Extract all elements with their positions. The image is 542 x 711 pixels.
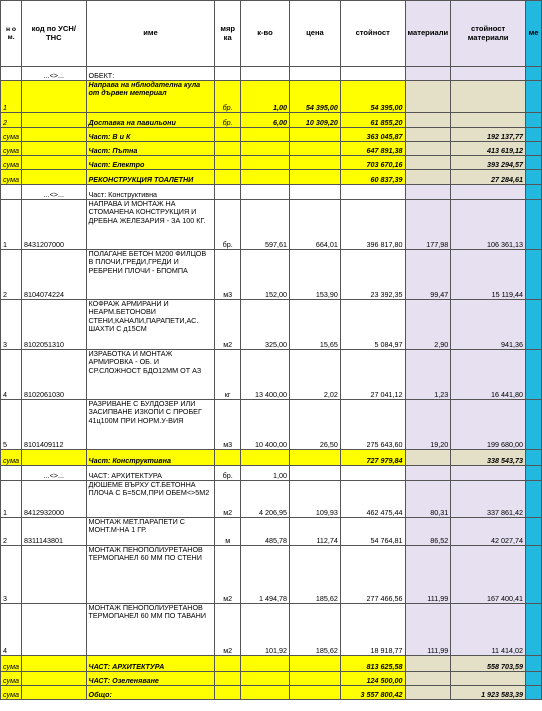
name-cell: Част: В и К xyxy=(86,128,215,142)
table-row xyxy=(1,185,542,200)
row-number: 2 xyxy=(1,250,22,300)
row-number: 1 xyxy=(1,81,22,113)
quantity-cell xyxy=(240,656,289,672)
next-column-cell xyxy=(526,81,542,113)
value-cell: 23 392,35 xyxy=(340,250,405,300)
name-cell: РАЗРИВАНЕ С БУЛДОЗЕР ИЛИ ЗАСИПВАНЕ ИЗКОПИ С ПРОБЕГ 41ц100М ПРИ НОРМ.У-ВИЯ xyxy=(86,400,215,450)
row-number: 5 xyxy=(1,400,22,450)
quantity-cell xyxy=(240,170,289,185)
name-cell: Част: Конструктивна xyxy=(86,185,215,200)
price-cell xyxy=(289,67,340,81)
header-mat-value: стойност материали xyxy=(451,1,526,67)
materials-cell: 19,20 xyxy=(405,400,451,450)
price-cell: 112,74 xyxy=(289,518,340,546)
code-cell xyxy=(22,686,86,700)
price-cell: 54 395,00 xyxy=(289,81,340,113)
materials-value-cell: 15 119,44 xyxy=(451,250,526,300)
header-materials: материали xyxy=(405,1,451,67)
name-cell: Направа на нблюдателна кула от дървен метериал xyxy=(86,81,215,113)
value-cell: 703 670,16 xyxy=(340,156,405,170)
name-cell: РЕКОНСТРУКЦИЯ ТОАЛЕТНИ xyxy=(86,170,215,185)
code-cell xyxy=(22,142,86,156)
quantity-cell: 1 494,78 xyxy=(240,546,289,604)
price-cell: 26,50 xyxy=(289,400,340,450)
materials-cell: 1,23 xyxy=(405,350,451,400)
header-price: цена xyxy=(289,1,340,67)
next-column-cell xyxy=(526,672,542,686)
code-cell: 8104074224 xyxy=(22,250,86,300)
quantity-cell xyxy=(240,686,289,700)
value-cell: 27 041,12 xyxy=(340,350,405,400)
unit-cell: бр. xyxy=(215,200,241,250)
materials-value-cell: 11 414,02 xyxy=(451,604,526,656)
code-cell xyxy=(22,128,86,142)
value-cell xyxy=(340,67,405,81)
row-number: 3 xyxy=(1,300,22,350)
next-column-cell xyxy=(526,250,542,300)
name-cell: ОБЕКТ: xyxy=(86,67,215,81)
name-cell: Част: Електро xyxy=(86,156,215,170)
table-row xyxy=(1,67,542,81)
materials-cell xyxy=(405,142,451,156)
code-cell: ...<>... xyxy=(22,67,86,81)
value-cell: 727 979,84 xyxy=(340,450,405,466)
quantity-cell: 1,00 xyxy=(240,466,289,481)
materials-cell xyxy=(405,128,451,142)
row-number: сума xyxy=(1,170,22,185)
price-cell xyxy=(289,672,340,686)
table-row xyxy=(1,350,542,400)
unit-cell: м2 xyxy=(215,604,241,656)
value-cell: 54 764,81 xyxy=(340,518,405,546)
code-cell: ...<>... xyxy=(22,185,86,200)
materials-cell: 111,99 xyxy=(405,546,451,604)
materials-value-cell: 167 400,41 xyxy=(451,546,526,604)
name-cell: ИЗРАБОТКА И МОНТАЖ АРМИРОВКА - ОБ. И СР.СЛОЖНОСТ БДО12ММ ОТ АЗ xyxy=(86,350,215,400)
header-next: ме xyxy=(526,1,542,67)
name-cell: ЧАСТ: Озеленяване xyxy=(86,672,215,686)
price-cell xyxy=(289,185,340,200)
table-row xyxy=(1,113,542,128)
materials-value-cell xyxy=(451,672,526,686)
table-row xyxy=(1,250,542,300)
quantity-cell: 101,92 xyxy=(240,604,289,656)
code-cell: 8101409112 xyxy=(22,400,86,450)
materials-cell xyxy=(405,466,451,481)
header-row xyxy=(1,1,542,67)
quantity-cell: 325,00 xyxy=(240,300,289,350)
price-cell xyxy=(289,156,340,170)
quantity-cell xyxy=(240,672,289,686)
quantity-cell xyxy=(240,156,289,170)
materials-cell xyxy=(405,113,451,128)
unit-cell: м3 xyxy=(215,250,241,300)
row-number: сума xyxy=(1,128,22,142)
next-column-cell xyxy=(526,656,542,672)
unit-cell: м2 xyxy=(215,481,241,518)
materials-value-cell: 106 361,13 xyxy=(451,200,526,250)
code-cell xyxy=(22,156,86,170)
value-cell: 124 500,00 xyxy=(340,672,405,686)
header-value: стойност xyxy=(340,1,405,67)
next-column-cell xyxy=(526,450,542,466)
next-column-cell xyxy=(526,518,542,546)
code-cell: 8311143801 xyxy=(22,518,86,546)
name-cell: МОНТАЖ МЕТ.ПАРАПЕТИ С МОНТ.М-НА 1 ГР. xyxy=(86,518,215,546)
materials-cell: 111,99 xyxy=(405,604,451,656)
table-row xyxy=(1,81,542,113)
name-cell: Общо: xyxy=(86,686,215,700)
value-cell: 277 466,56 xyxy=(340,546,405,604)
next-column-cell xyxy=(526,686,542,700)
materials-value-cell xyxy=(451,466,526,481)
materials-value-cell: 941,36 xyxy=(451,300,526,350)
row-number: сума xyxy=(1,142,22,156)
row-number: 2 xyxy=(1,113,22,128)
next-column-cell xyxy=(526,400,542,450)
quantity-cell xyxy=(240,450,289,466)
materials-cell xyxy=(405,170,451,185)
unit-cell xyxy=(215,450,241,466)
row-number: сума xyxy=(1,686,22,700)
subtotal-row xyxy=(1,170,542,185)
materials-value-cell: 192 137,77 xyxy=(451,128,526,142)
header-code: код по УСН/ТНС xyxy=(22,1,86,67)
subtotal-row xyxy=(1,686,542,700)
unit-cell: бр. xyxy=(215,81,241,113)
value-cell: 54 395,00 xyxy=(340,81,405,113)
subtotal-row xyxy=(1,142,542,156)
row-number xyxy=(1,466,22,481)
value-cell: 363 045,87 xyxy=(340,128,405,142)
price-cell xyxy=(289,686,340,700)
value-cell: 647 891,38 xyxy=(340,142,405,156)
unit-cell xyxy=(215,128,241,142)
name-cell: ЧАСТ: АРХИТЕКТУРА xyxy=(86,466,215,481)
name-cell: Част: Конструктивна xyxy=(86,450,215,466)
unit-cell xyxy=(215,185,241,200)
quantity-cell xyxy=(240,128,289,142)
row-number: 1 xyxy=(1,481,22,518)
unit-cell: кг xyxy=(215,350,241,400)
next-column-cell xyxy=(526,481,542,518)
materials-cell xyxy=(405,450,451,466)
row-number: 4 xyxy=(1,604,22,656)
next-column-cell xyxy=(526,113,542,128)
value-cell xyxy=(340,466,405,481)
price-cell: 185,62 xyxy=(289,604,340,656)
name-cell: Доставка на павильони xyxy=(86,113,215,128)
row-number: сума xyxy=(1,156,22,170)
code-cell xyxy=(22,672,86,686)
quantity-cell xyxy=(240,67,289,81)
next-column-cell xyxy=(526,128,542,142)
price-cell xyxy=(289,128,340,142)
price-cell: 15,65 xyxy=(289,300,340,350)
materials-value-cell: 558 703,59 xyxy=(451,656,526,672)
materials-value-cell xyxy=(451,67,526,81)
name-cell: НАПРАВА И МОНТАЖ НА СТОМАНЕНА КОНСТРУКЦИЯ И ДРЕБНА ЖЕЛЕЗАРИЯ - ЗА 100 КГ. xyxy=(86,200,215,250)
unit-cell xyxy=(215,170,241,185)
header-qty: к-во xyxy=(240,1,289,67)
materials-cell xyxy=(405,686,451,700)
quantity-cell: 6,00 xyxy=(240,113,289,128)
name-cell: ДЮШЕМЕ ВЪРХУ СТ.БЕТОННА ПЛОЧА С Б=5СМ,ПРИ ОБЕМ<>5М2 xyxy=(86,481,215,518)
table-row xyxy=(1,300,542,350)
materials-cell: 99,47 xyxy=(405,250,451,300)
next-column-cell xyxy=(526,466,542,481)
next-column-cell xyxy=(526,142,542,156)
subtotal-row xyxy=(1,656,542,672)
materials-value-cell: 199 680,00 xyxy=(451,400,526,450)
row-number: 1 xyxy=(1,200,22,250)
quantity-cell xyxy=(240,142,289,156)
materials-cell xyxy=(405,156,451,170)
unit-cell xyxy=(215,686,241,700)
code-cell xyxy=(22,604,86,656)
unit-cell: бр. xyxy=(215,113,241,128)
row-number: 4 xyxy=(1,350,22,400)
value-cell: 61 855,20 xyxy=(340,113,405,128)
value-cell: 462 475,44 xyxy=(340,481,405,518)
next-column-cell xyxy=(526,156,542,170)
code-cell: ...<>... xyxy=(22,466,86,481)
quantity-cell: 4 206,95 xyxy=(240,481,289,518)
next-column-cell xyxy=(526,67,542,81)
materials-value-cell: 16 441,80 xyxy=(451,350,526,400)
name-cell: Част: Пътна xyxy=(86,142,215,156)
table-row xyxy=(1,481,542,518)
materials-value-cell xyxy=(451,81,526,113)
materials-cell: 86,52 xyxy=(405,518,451,546)
materials-cell: 80,31 xyxy=(405,481,451,518)
unit-cell xyxy=(215,656,241,672)
row-number: сума xyxy=(1,656,22,672)
table-row xyxy=(1,400,542,450)
quantity-cell: 597,61 xyxy=(240,200,289,250)
quantity-cell: 1,00 xyxy=(240,81,289,113)
code-cell xyxy=(22,170,86,185)
value-cell xyxy=(340,185,405,200)
materials-cell xyxy=(405,81,451,113)
row-number: сума xyxy=(1,450,22,466)
row-number xyxy=(1,185,22,200)
unit-cell xyxy=(215,142,241,156)
code-cell: 8102061030 xyxy=(22,350,86,400)
subtotal-row xyxy=(1,156,542,170)
header-unit: мяр ка xyxy=(215,1,241,67)
row-number xyxy=(1,67,22,81)
name-cell: ЧАСТ: АРХИТЕКТУРА xyxy=(86,656,215,672)
price-cell: 109,93 xyxy=(289,481,340,518)
name-cell: МОНТАЖ ПЕНОПОЛИУРЕТАНОВ ТЕРМОПАНЕЛ 60 ММ ПО СТЕНИ xyxy=(86,546,215,604)
price-cell: 153,90 xyxy=(289,250,340,300)
materials-cell: 177,98 xyxy=(405,200,451,250)
table-row xyxy=(1,518,542,546)
price-cell xyxy=(289,450,340,466)
value-cell: 813 625,58 xyxy=(340,656,405,672)
quantity-cell xyxy=(240,185,289,200)
next-column-cell xyxy=(526,200,542,250)
price-cell: 664,01 xyxy=(289,200,340,250)
row-number: сума xyxy=(1,672,22,686)
code-cell xyxy=(22,113,86,128)
value-cell: 18 918,77 xyxy=(340,604,405,656)
materials-cell xyxy=(405,67,451,81)
price-cell xyxy=(289,466,340,481)
value-cell: 275 643,60 xyxy=(340,400,405,450)
name-cell: МОНТАЖ ПЕНОПОЛИУРЕТАНОВ ТЕРМОПАНЕЛ 60 ММ ПО ТАВАНИ xyxy=(86,604,215,656)
unit-cell: м xyxy=(215,518,241,546)
code-cell xyxy=(22,656,86,672)
next-column-cell xyxy=(526,185,542,200)
next-column-cell xyxy=(526,604,542,656)
materials-cell xyxy=(405,185,451,200)
unit-cell: м2 xyxy=(215,300,241,350)
price-cell xyxy=(289,656,340,672)
table-row xyxy=(1,604,542,656)
value-cell: 3 557 800,42 xyxy=(340,686,405,700)
materials-cell xyxy=(405,672,451,686)
row-number: 3 xyxy=(1,546,22,604)
value-cell: 5 084,97 xyxy=(340,300,405,350)
price-cell: 2,02 xyxy=(289,350,340,400)
materials-value-cell: 338 543,73 xyxy=(451,450,526,466)
next-column-cell xyxy=(526,300,542,350)
unit-cell xyxy=(215,67,241,81)
unit-cell: м2 xyxy=(215,546,241,604)
name-cell: КОФРАЖ АРМИРАНИ И НЕАРМ.БЕТОНОВИ СТЕНИ,КАНАЛИ,ПАРАПЕТИ,АС. ШАХТИ С д15СМ xyxy=(86,300,215,350)
quantity-cell: 10 400,00 xyxy=(240,400,289,450)
quantity-cell: 152,00 xyxy=(240,250,289,300)
materials-value-cell: 27 284,61 xyxy=(451,170,526,185)
code-cell: 8102051310 xyxy=(22,300,86,350)
table-row xyxy=(1,546,542,604)
name-cell: ПОЛАГАНЕ БЕТОН М200 ФИЛЦОВ В ПЛОЧИ,ГРЕДИ,ГРЕДИ И РЕБРЕНИ ПЛОЧИ - БПОМПА xyxy=(86,250,215,300)
code-cell xyxy=(22,450,86,466)
materials-value-cell xyxy=(451,113,526,128)
table-row xyxy=(1,466,542,481)
price-cell: 10 309,20 xyxy=(289,113,340,128)
subtotal-row xyxy=(1,450,542,466)
price-cell: 185,62 xyxy=(289,546,340,604)
code-cell: 8431207000 xyxy=(22,200,86,250)
next-column-cell xyxy=(526,170,542,185)
price-cell xyxy=(289,142,340,156)
code-cell xyxy=(22,546,86,604)
materials-cell: 2,90 xyxy=(405,300,451,350)
subtotal-row xyxy=(1,672,542,686)
unit-cell xyxy=(215,672,241,686)
value-cell: 396 817,80 xyxy=(340,200,405,250)
next-column-cell xyxy=(526,350,542,400)
header-no: н о м. xyxy=(1,1,22,67)
quantity-cell: 485,78 xyxy=(240,518,289,546)
code-cell: 8412932000 xyxy=(22,481,86,518)
subtotal-row xyxy=(1,128,542,142)
price-cell xyxy=(289,170,340,185)
materials-value-cell: 42 027,74 xyxy=(451,518,526,546)
unit-cell xyxy=(215,156,241,170)
header-name: име xyxy=(86,1,215,67)
materials-value-cell: 1 923 583,39 xyxy=(451,686,526,700)
unit-cell: бр. xyxy=(215,466,241,481)
code-cell xyxy=(22,81,86,113)
materials-value-cell: 337 861,42 xyxy=(451,481,526,518)
unit-cell: м3 xyxy=(215,400,241,450)
quantity-cell: 13 400,00 xyxy=(240,350,289,400)
materials-value-cell xyxy=(451,185,526,200)
materials-cell xyxy=(405,656,451,672)
value-cell: 60 837,39 xyxy=(340,170,405,185)
table-row xyxy=(1,200,542,250)
materials-value-cell: 413 619,12 xyxy=(451,142,526,156)
row-number: 2 xyxy=(1,518,22,546)
next-column-cell xyxy=(526,546,542,604)
materials-value-cell: 393 294,57 xyxy=(451,156,526,170)
